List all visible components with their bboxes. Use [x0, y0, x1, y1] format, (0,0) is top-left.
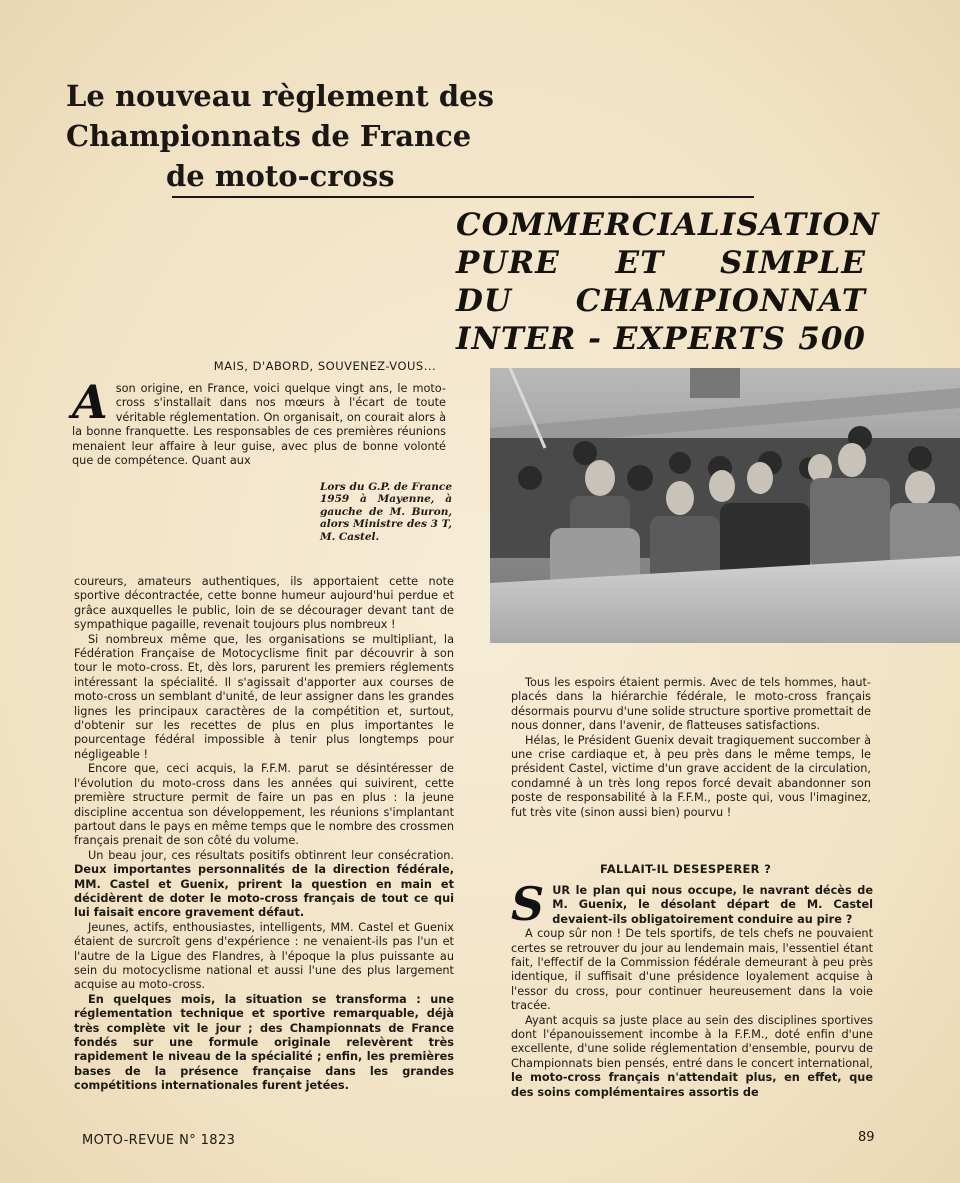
paragraph — [74, 993, 454, 1094]
paragraph — [74, 849, 454, 921]
paragraph-text: haut-placés dans la hiérarchie fédérale, le moto-cross français désormais pourvu d'une solide structure sportive promettait de nous donner, dans l'avenir, de flatteuses satisfactions. — [511, 676, 871, 733]
paragraph-text: Ayant acquis sa juste place au sein des disciplines sportives dont l'épanouissement incombe à la F.F.M., doté enfin d'une excellente, d'une solide réglementation d'ensemble, pourvu de Championnats bien pensés, entré dans le concert international, — [511, 1013, 873, 1070]
paragraph — [511, 1014, 873, 1100]
left-column — [74, 575, 454, 1094]
subhead-word: ET — [615, 245, 665, 281]
subhead-line-1: COMMERCIALISATION — [456, 207, 880, 243]
subhead-word: SIMPLE — [720, 245, 866, 281]
page-number: 89 — [858, 1130, 875, 1145]
subhead-line-2 — [456, 244, 866, 282]
subhead-word: PURE — [456, 245, 560, 281]
paragraph-bold-text: Deux importantes personnalités de la direction fédérale, MM. Castel et Guenix, prirent la question en main et décidèrent de doter le moto-cross français de tout ce qui lui faisait encore gravement défaut. — [74, 863, 454, 920]
dropcap-a: A — [72, 375, 108, 429]
article-headline — [66, 76, 496, 196]
paragraph: Encore que, ceci acquis, la F.F.M. parut se désintéresser de l'évolution du moto-cross dans les années qui suivirent, cette première structure permit de faire un pas en plus : la jeune discipline accentua son développement, les réunions s'implantant partout dans le pays en même temps que le nombre des crossmen français prenait de son côté du volume. — [74, 762, 454, 848]
paragraph-bold-text: En quelques mois, la situation se transforma : une réglementation technique et sportive remarquable, déjà très complète vit le jour ; des Championnats de France fondés sur une formule originale relevèrent très rapidement le niveau de la spécialité ; enfin, les premières bases de la présence française dans les grandes compétitions internationales furent jetées. — [74, 992, 454, 1093]
paragraph: coureurs, amateurs authentiques, ils apportaient cette note sportive décontractée, cette bonne humeur aujourd'hui perdue et grâce auxquelles le public, loin de se décourager devant tant de sympathique pagaille, revenait toujours plus nombreux ! — [74, 575, 454, 632]
kicker: MAIS, D'ABORD, SOUVENEZ-VOUS... — [213, 359, 437, 373]
paragraph-text: Un beau jour, ces résultats positifs obtinrent leur consécration. — [88, 848, 454, 862]
paragraph: A coup sûr non ! De tels sportifs, de tels chefs ne pouvaient certes se retrouver du jour au lendemain mais, l'essentiel étant fait, l'effectif de la Commission fédérale demeurant à peu près identique, il suffisait d'une présidence loyalement acquise à l'essor du cross, pour continuer heureusement dans la voie tracée. — [511, 927, 873, 1013]
subhead-word: CHAMPIONNAT — [575, 283, 866, 319]
magazine-footer: MOTO-REVUE N° 1823 — [82, 1133, 236, 1148]
headline-rule — [172, 196, 754, 198]
subhead-line-3 — [456, 282, 866, 320]
subhead-word: 500 — [798, 321, 866, 357]
headline-line-3: de moto-cross — [166, 159, 395, 193]
paragraph-bold-text: UR le plan qui nous occupe, le navrant décès de M. Guenix, le désolant départ de M. Castel devaient-ils obligatoirement conduire au pire ? — [552, 884, 873, 926]
paragraph-text: Tous les espoirs étaient permis. Avec de tels hommes, — [525, 676, 837, 689]
paragraph: Si nombreux même que, les organisations se multipliant, la Fédération Française de Motocyclisme finit par découvrir à son tour le moto-cross. Et, dès lors, parurent les premiers réglements intéressant la spécialité. Il s'agissait d'apporter aux courses de moto-cross un semblant d'unité, de leur assigner dans les grandes lignes les principaux caractères de la compétition et, surtout, d'obtenir sur les recettes de plus en plus importantes le pourcentage fédéral impossible à tenir plus longtemps pour négligeable ! — [74, 632, 454, 761]
paragraph: Jeunes, actifs, enthousiastes, intelligents, MM. Castel et Guenix étaient de surcroît gens d'expérience : ne venaient-ils pas l'un et l'autre de la Ligue des Flandres, à l'époque la plus puissante au sein du motocyclisme national et aussi l'une des plus largement acquise au moto-cross. — [74, 920, 454, 992]
dropcap-s: S — [511, 877, 545, 931]
headline-line-2: Championnats de France — [66, 119, 472, 153]
section2-column — [511, 877, 873, 1100]
subhead-line-4 — [456, 320, 866, 358]
photo-caption: Lors du G.P. de France 1959 à Mayenne, à gauche de M. Buron, alors Ministre des 3 T, M. Castel. — [320, 481, 452, 543]
section-heading: FALLAIT-IL DESESPERER ? — [600, 862, 772, 876]
paragraph — [511, 676, 871, 734]
photo-illustration — [490, 368, 960, 643]
article-subhead — [456, 206, 880, 358]
paragraph-bold-text: le moto-cross français n'attendait plus, en effet, que des soins complémentaires assortis de — [511, 1071, 873, 1099]
grandstand-photo — [490, 368, 960, 643]
right-column — [511, 676, 871, 820]
paragraph: Hélas, le Président Guenix devait tragiquement succomber à une crise cardiaque et, à peu près dans le même temps, le président Castel, victime d'un grave accident de la circulation, condamné à un très long repos forcé devait abandonner son poste de responsabilité à la F.F.M., poste qui, vous l'imaginez, fut très vite (sinon aussi bien) pourvu ! — [511, 733, 871, 819]
intro-text: son origine, en France, voici quelque vingt ans, le moto-cross s'installait dans nos mœurs à l'écart de toute véritable réglementation. On organisait, on courait alors à la bonne franquette. Les responsables de ces premières réunions menaient leur affaire à leur guise, avec plus de bonne volonté que de compétence. Quant aux — [72, 382, 446, 468]
subhead-word: INTER - EXPERTS — [456, 321, 787, 357]
paragraph — [511, 877, 873, 931]
subhead-word: DU — [456, 283, 512, 319]
headline-line-1: Le nouveau règlement des — [66, 79, 494, 113]
intro-paragraph — [72, 375, 446, 468]
